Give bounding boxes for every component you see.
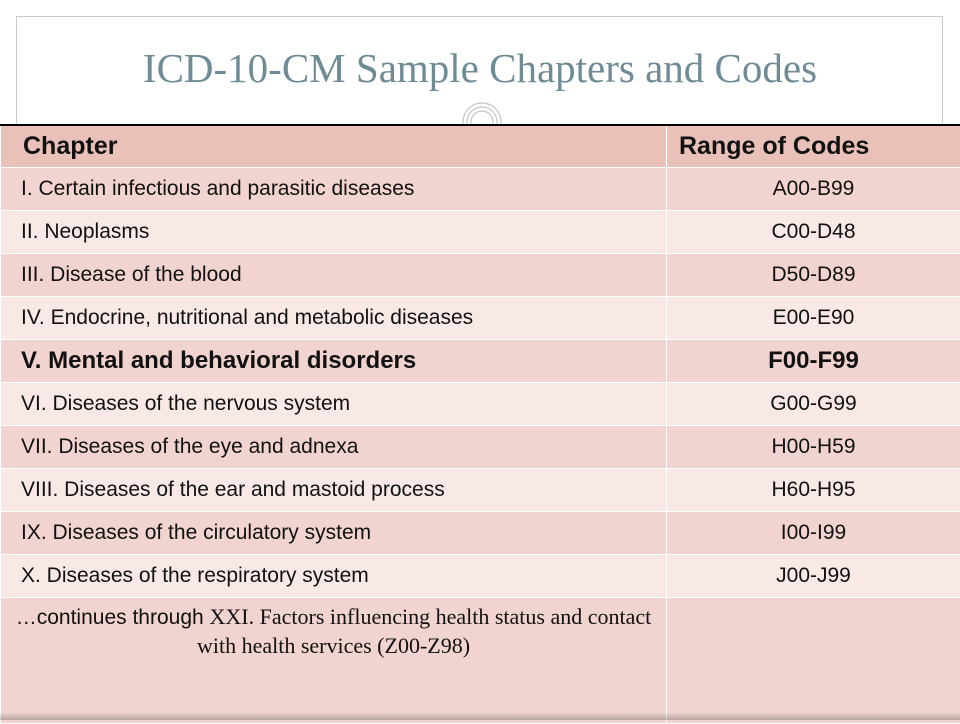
- table-row: [1, 253, 960, 296]
- chapter-cell: VII. Diseases of the eye and adnexa: [1, 425, 667, 468]
- chapter-cell: I. Certain infectious and parasitic diseases: [1, 167, 667, 210]
- range-cell: I00-I99: [667, 511, 960, 554]
- table-row: [1, 382, 960, 425]
- range-cell: A00-B99: [667, 167, 960, 210]
- range-cell: G00-G99: [667, 382, 960, 425]
- range-cell: E00-E90: [667, 296, 960, 339]
- range-cell: F00-F99: [667, 339, 960, 382]
- table-header-row: [1, 125, 960, 167]
- chapter-cell: IV. Endocrine, nutritional and metabolic diseases: [1, 296, 667, 339]
- table-row: [1, 296, 960, 339]
- continuation-serif-text: XXI. Factors influencing health status and contact with health services (Z00-Z98): [197, 604, 651, 659]
- table-row: [1, 167, 960, 210]
- range-cell: H60-H95: [667, 468, 960, 511]
- range-cell: [667, 597, 960, 723]
- table-row: [1, 468, 960, 511]
- table-row: [1, 511, 960, 554]
- column-header-chapter: Chapter: [1, 125, 667, 167]
- range-cell: H00-H59: [667, 425, 960, 468]
- bottom-shadow: [0, 712, 960, 720]
- range-cell: C00-D48: [667, 210, 960, 253]
- slide-title: ICD-10-CM Sample Chapters and Codes: [0, 44, 960, 92]
- chapter-cell: X. Diseases of the respiratory system: [1, 554, 667, 597]
- chapter-cell: VIII. Diseases of the ear and mastoid process: [1, 468, 667, 511]
- chapter-cell: III. Disease of the blood: [1, 253, 667, 296]
- range-cell: J00-J99: [667, 554, 960, 597]
- chapter-cell: V. Mental and behavioral disorders: [1, 339, 667, 382]
- chapter-cell: II. Neoplasms: [1, 210, 667, 253]
- column-header-range: Range of Codes: [667, 125, 960, 167]
- table-row-continuation: [1, 597, 960, 723]
- chapter-cell: VI. Diseases of the nervous system: [1, 382, 667, 425]
- range-cell: D50-D89: [667, 253, 960, 296]
- table-row: [1, 425, 960, 468]
- table-row: [1, 554, 960, 597]
- chapter-cell: IX. Diseases of the circulatory system: [1, 511, 667, 554]
- continuation-chapter-cell: [1, 597, 667, 723]
- table-row-highlighted: [1, 339, 960, 382]
- continuation-lead-text: …continues through: [16, 606, 210, 629]
- table-row: [1, 210, 960, 253]
- icd-codes-table: [0, 124, 960, 724]
